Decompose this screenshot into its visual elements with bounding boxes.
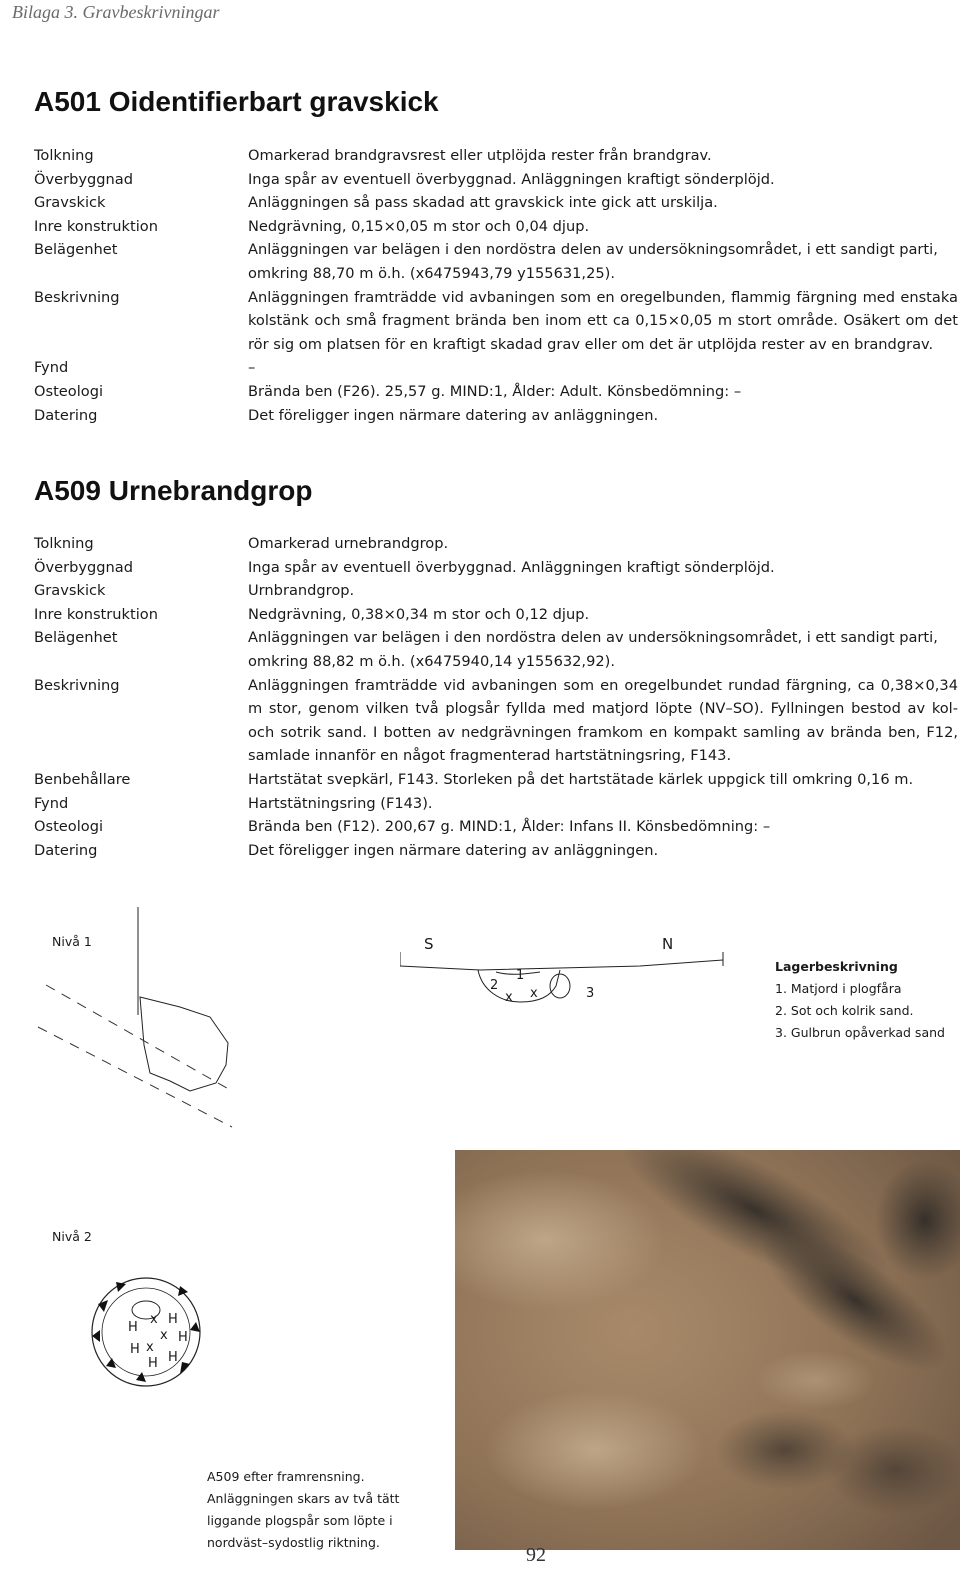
ring-fragment-mark: [116, 1282, 126, 1292]
field-value: Inga spår av eventuell överbyggnad. Anläggningen kraftigt sönderplöjd.: [248, 170, 775, 188]
field-label: Tolkning: [34, 147, 94, 164]
field-row-beskrivning: [34, 674, 958, 768]
level-2-label: Nivå 2: [52, 1229, 92, 1244]
section-title-a501: A501 Oidentifierbart gravskick: [34, 86, 439, 117]
field-label: Osteologi: [34, 382, 104, 400]
plan-mark: H: [168, 1350, 178, 1365]
field-row-osteologi: [34, 815, 958, 839]
field-value: –: [248, 359, 256, 377]
field-label: Osteologi: [34, 818, 104, 836]
excavation-photo: [455, 1150, 960, 1550]
field-value: Nedgrävning, 0,38×0,34 m stor och 0,12 djup.: [248, 605, 590, 623]
field-label: Överbyggnad: [34, 170, 133, 188]
field-row-gravskick: [34, 191, 958, 215]
ground-surface-line: [400, 960, 723, 970]
field-value: Omarkerad urnebrandgrop.: [248, 535, 449, 552]
field-label: Beskrivning: [34, 676, 120, 694]
page-number: 92: [526, 1544, 546, 1566]
field-value: Anläggningen framträdde vid avbaningen som en oregelbundet rundad färgning, ca 0,38×0,34 m stor, genom vilken två plogsår fyllda med matjord löpte (NV–SO). Fyllningen bestod av kol- och sotrik sand. I botten av nedgrävningen framkom en kompakt samling av brända ben, F12, samlade innanför en något fragmenterad hartstätningsring, F143.: [248, 676, 958, 765]
field-value: Det föreligger ingen närmare datering av anläggningen.: [248, 841, 659, 859]
field-value: Det föreligger ingen närmare datering av anläggningen.: [248, 406, 659, 424]
ring-fragment-mark: [190, 1322, 200, 1332]
layer-legend: [775, 956, 945, 1044]
plan-mark: x: [146, 1340, 154, 1355]
plan-mark: H: [130, 1342, 140, 1357]
plan-mark: H: [168, 1312, 178, 1327]
plough-furrow-line: [46, 985, 232, 1091]
section-north-label: N: [662, 935, 674, 953]
field-value: Hartstätningsring (F143).: [248, 794, 433, 812]
section-profile-drawing: [400, 950, 730, 1020]
field-row-inre-konstruktion: [34, 215, 958, 239]
section-title-a509: A509 Urnebrandgrop: [34, 475, 313, 506]
field-value: Brända ben (F12). 200,67 g. MIND:1, Ålder: Infans II. Könsbedömning: –: [248, 818, 771, 836]
field-label: Gravskick: [34, 582, 106, 600]
field-row-beskrivning: [34, 286, 958, 357]
field-label: Gravskick: [34, 194, 106, 212]
field-label: Inre konstruktion: [34, 605, 158, 623]
field-row-belagenhet: [34, 238, 958, 285]
field-row-tolkning: [34, 144, 958, 168]
field-label: Belägenhet: [34, 629, 118, 647]
field-label: Fynd: [34, 359, 69, 377]
field-row-inre-konstruktion: [34, 603, 958, 627]
field-list-a509: [34, 532, 958, 862]
field-row-belagenhet: [34, 626, 958, 673]
field-value: Anläggningen var belägen i den nordöstra delen av undersökningsområdet, i ett sandigt parti, omkring 88,70 m ö.h. (x6475943,79 y155631,25).: [248, 241, 938, 282]
running-header: Bilaga 3. Gravbeskrivningar: [12, 2, 220, 22]
field-label: Fynd: [34, 794, 69, 812]
plough-furrow-line: [38, 1027, 232, 1127]
field-label: Beskrivning: [34, 288, 120, 306]
field-row-benbehallare: [34, 768, 958, 792]
plan-drawing-level-1: [30, 905, 260, 1135]
legend-title: Lagerbeskrivning: [775, 959, 898, 974]
field-label: Benbehållare: [34, 770, 131, 788]
field-value: Anläggningen var belägen i den nordöstra delen av undersökningsområdet, i ett sandigt parti, omkring 88,82 m ö.h. (x6475940,14 y155632,92).: [248, 629, 938, 670]
field-list-a501: [34, 144, 958, 427]
plan-mark: x: [150, 1312, 158, 1327]
layer-2-label: 2: [490, 978, 499, 993]
field-row-fynd: [34, 792, 958, 816]
plan-mark: H: [178, 1330, 188, 1345]
field-row-tolkning: [34, 532, 958, 556]
pit-outline: [140, 997, 228, 1091]
field-row-overbyggnad: [34, 168, 958, 192]
field-row-gravskick: [34, 579, 958, 603]
field-label: Tolkning: [34, 535, 94, 552]
plan-mark: H: [148, 1356, 158, 1371]
legend-item: 2. Sot och kolrik sand.: [775, 1003, 914, 1018]
ring-fragment-mark: [180, 1362, 190, 1374]
field-value: Anläggningen framträdde vid avbaningen som en oregelbunden, flammig färgning med enstaka kolstänk och små fragment brända ben inom ett ca 0,15×0,05 m stort område. Osäkert om det rör sig om platsen för en kraftigt skadad grav eller om det är utplöjda rester av en brandgrav.: [248, 288, 958, 353]
field-value: Nedgrävning, 0,15×0,05 m stor och 0,04 djup.: [248, 217, 590, 235]
ring-fragment-mark: [98, 1300, 108, 1312]
field-row-datering: [34, 404, 958, 428]
section-south-label: S: [424, 935, 434, 953]
legend-item: 1. Matjord i plogfåra: [775, 981, 902, 996]
photo-caption: A509 efter framrensning. Anläggningen skars av två tätt liggande plogspår som löpte i nordväst–sydostlig riktning.: [207, 1469, 400, 1550]
field-row-fynd: [34, 356, 958, 380]
plan-drawing-level-2: [84, 1270, 208, 1394]
ring-fragment-mark: [178, 1286, 188, 1296]
field-row-datering: [34, 839, 958, 863]
plan-mark: H: [128, 1320, 138, 1335]
field-row-overbyggnad: [34, 556, 958, 580]
field-value: Hartstätat svepkärl, F143. Storleken på det hartstätade kärlek uppgick till omkring 0,16 m.: [248, 770, 914, 788]
field-label: Inre konstruktion: [34, 217, 158, 235]
field-value: Urnbrandgrop.: [248, 582, 355, 600]
field-label: Belägenhet: [34, 241, 118, 259]
field-row-osteologi: [34, 380, 958, 404]
layer-3-label: 3: [586, 986, 595, 1001]
field-value: Brända ben (F26). 25,57 g. MIND:1, Ålder: Adult. Könsbedömning: –: [248, 382, 742, 400]
ring-fragment-mark: [136, 1372, 146, 1382]
stone-outline: [550, 974, 570, 998]
level-1-label: Nivå 1: [52, 934, 92, 949]
bone-mark: x: [530, 986, 538, 1001]
field-value: Omarkerad brandgravsrest eller utplöjda rester från brandgrav.: [248, 147, 712, 164]
field-value: Anläggningen så pass skadad att gravskick inte gick att urskilja.: [248, 194, 718, 212]
field-label: Datering: [34, 841, 98, 859]
field-label: Överbyggnad: [34, 558, 133, 576]
field-value: Inga spår av eventuell överbyggnad. Anläggningen kraftigt sönderplöjd.: [248, 558, 775, 576]
plan-mark: x: [160, 1328, 168, 1343]
photo-image: [455, 1150, 960, 1550]
layer-1-label: 1: [516, 968, 525, 983]
field-label: Datering: [34, 406, 98, 424]
legend-item: 3. Gulbrun opåverkad sand: [775, 1025, 945, 1040]
bone-mark: x: [505, 990, 513, 1005]
